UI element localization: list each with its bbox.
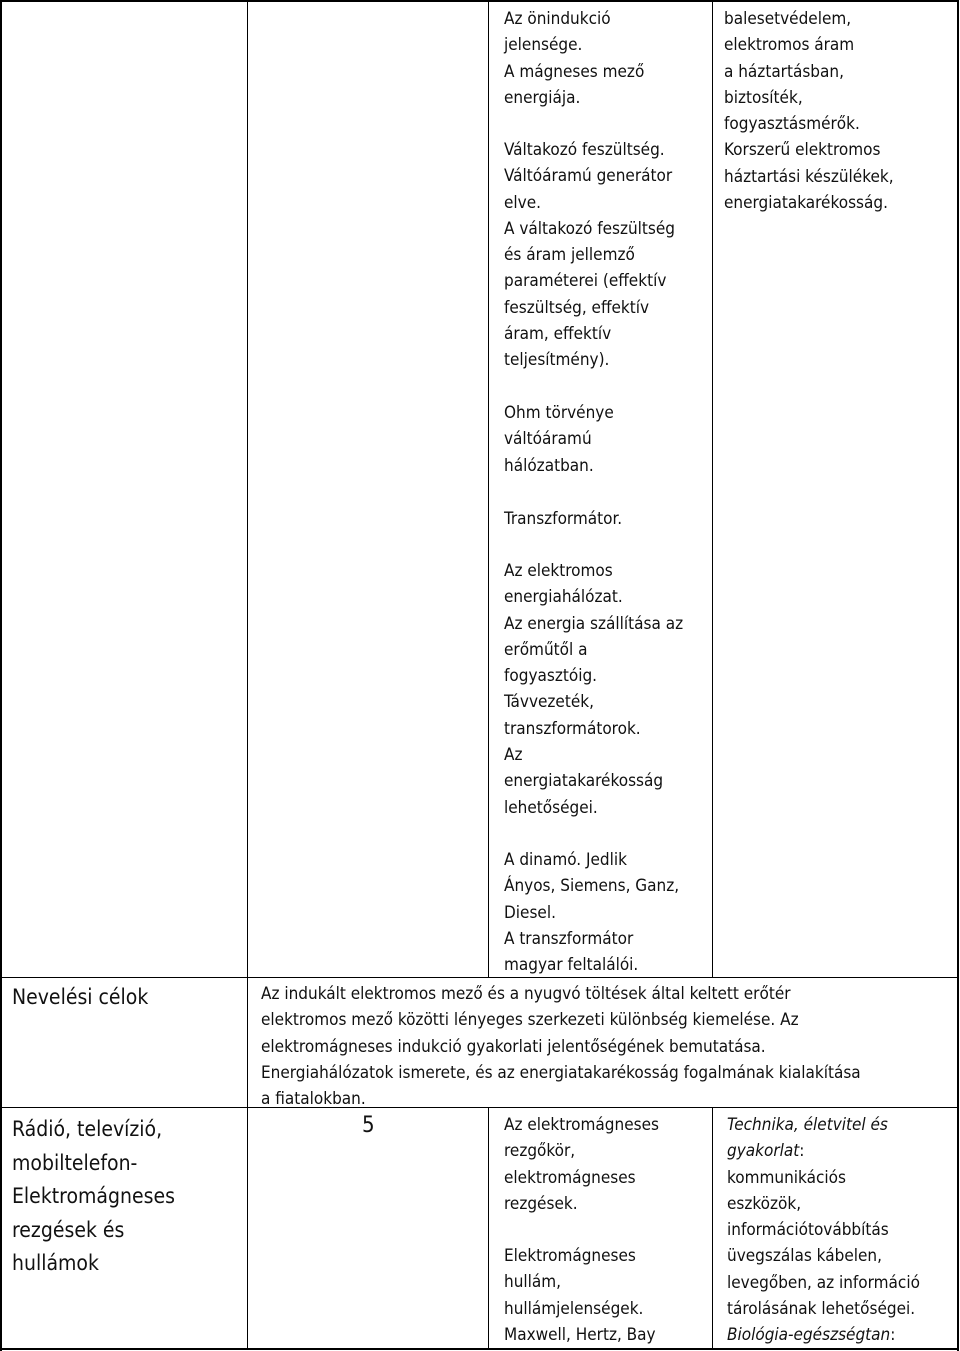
connection-subject-biology: Biológia-egészségtan	[727, 1325, 891, 1346]
column-divider-1-bottom	[247, 1107, 248, 1350]
connection-colon: :	[799, 1141, 805, 1162]
column-divider-3-bottom	[712, 1107, 713, 1350]
content-block-power-grid: Az elektromos energiahálózat. Az energia szállítása az erőműtől a fogyasztóig. Távvezeték, transzformátorok. Az energiatakarékosság lehetőségei.	[504, 561, 684, 818]
content-block-ohm-law: Ohm törvénye váltóáramú hálózatban.	[504, 403, 614, 476]
topic-connections	[727, 1112, 957, 1349]
content-block-transformer: Transzformátor.	[504, 509, 623, 529]
connection-subject-technology: Technika, életvitel és gyakorlat	[727, 1115, 888, 1162]
column-divider-2-top	[488, 0, 489, 977]
content-block-alternating-voltage: Váltakozó feszültség. Váltóáramú generátor elve. A váltakozó feszültség és áram jellemző paraméterei (effektív feszültség, effektív áram, effektív teljesítmény).	[504, 140, 676, 371]
topic-content-oscillator: Az elektromágneses rezgőkör, elektromágneses rezgések.	[504, 1115, 659, 1214]
connection-colon-2: :	[890, 1325, 896, 1346]
table-border-right	[957, 0, 959, 1351]
topic-title: Rádió, televízió, mobiltelefon- Elektromágneses rezgések és hullámok	[12, 1117, 175, 1275]
column-divider-2-bottom	[488, 1107, 489, 1350]
content-block-self-induction: Az önindukció jelensége. A mágneses mező energiája.	[504, 9, 645, 108]
column-divider-3-top	[712, 0, 713, 977]
row-divider-goals-top	[0, 977, 958, 978]
connections-text-top: balesetvédelem, elektromos áram a háztartásban, biztosíték, fogyasztásmérők. Korszerű elektromos háztartási készülékek, energiatakarékosság.	[724, 9, 894, 214]
column-divider-goals	[247, 977, 248, 1107]
table-border-left	[0, 0, 2, 1351]
topic-hours: 5	[362, 1113, 375, 1138]
goals-label: Nevelési célok	[12, 985, 149, 1009]
column-divider-1-top	[247, 0, 248, 977]
content-block-dynamo: A dinamó. Jedlik Ányos, Siemens, Ganz, Diesel. A transzformátor magyar feltalálói.	[504, 850, 680, 976]
goals-text: Az indukált elektromos mező és a nyugvó töltések által keltett erőtér elektromos mező közötti lényeges szerkezeti különbség kiemelése. Az elektromágneses indukció gyakorlati jelentőségének bemutatása. Energiahálózatok ismerete, és az energiatakarékosság fogalmának kialakítása a fiatalokban.	[261, 984, 861, 1110]
table-border-top	[0, 0, 958, 2]
connection-technology-text: kommunikációs eszközök, információtovábbítás üvegszálas kábelen, levegőben, az információ tárolásának lehetőségei.	[727, 1167, 920, 1320]
topic-content-waves: Elektromágneses hullám, hullámjelenségek. Maxwell, Hertz, Bay	[504, 1246, 656, 1345]
